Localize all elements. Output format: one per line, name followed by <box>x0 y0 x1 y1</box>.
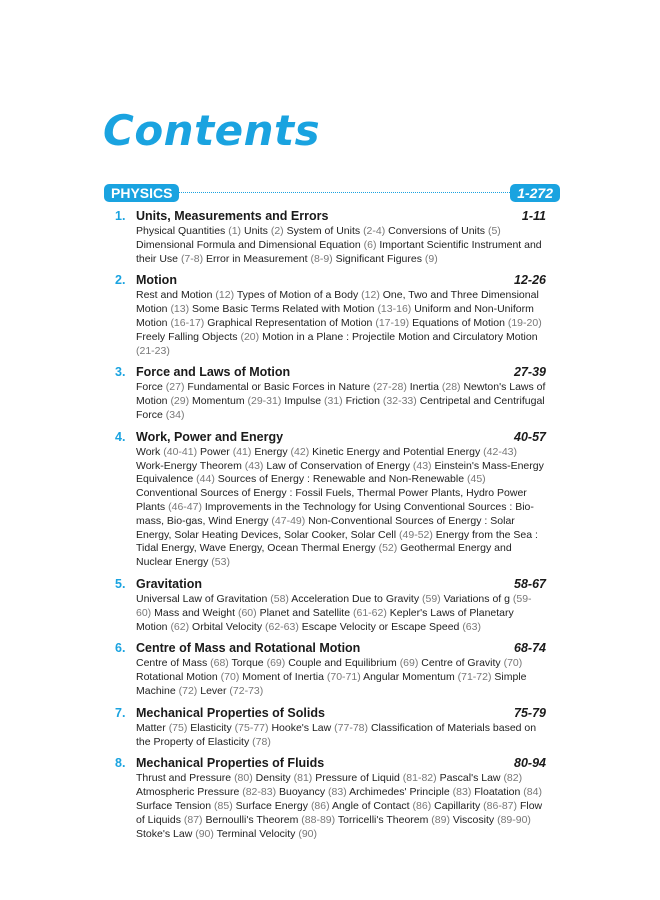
chapter-title: Centre of Mass and Rotational Motion <box>136 641 361 656</box>
topic-page-ref: (69) <box>399 657 419 670</box>
topic-page-ref: (88-89) <box>301 813 336 826</box>
topic-label: Momentum <box>192 395 245 408</box>
topic-label: Rotational Motion <box>136 671 218 684</box>
topic-item <box>349 786 474 798</box>
topic-page-ref: (75-77) <box>234 721 269 734</box>
topic-item <box>291 593 443 605</box>
topic-list <box>136 289 546 358</box>
topic-item <box>192 303 414 315</box>
topic-page-ref: (75) <box>168 721 188 734</box>
topic-page-ref: (86) <box>310 799 330 812</box>
topic-item <box>154 607 259 619</box>
chapter-entry[interactable] <box>115 208 546 266</box>
topic-item <box>474 786 542 798</box>
topic-page-ref: (12) <box>361 289 380 302</box>
topic-page-ref: (40-41) <box>163 445 198 458</box>
topic-page-ref: (13) <box>170 303 190 316</box>
topic-page-ref: (78) <box>252 735 271 748</box>
topic-label: Equations of Motion <box>412 316 505 329</box>
chapter-list <box>115 208 546 847</box>
topic-label: Archimedes' Principle <box>349 786 450 799</box>
topic-page-ref: (62) <box>170 620 190 633</box>
topic-label: Mass and Weight <box>154 606 236 619</box>
topic-label: Einstein's Mass-Energy Equivalence <box>136 459 544 486</box>
chapter-heading <box>115 272 546 289</box>
topic-item <box>136 593 291 605</box>
topic-label: Orbital Velocity <box>192 620 263 633</box>
chapter-entry[interactable] <box>115 755 546 841</box>
topic-label: Bernoulli's Theorem <box>205 813 299 826</box>
topic-item <box>187 381 409 393</box>
chapter-number: 1. <box>115 209 126 223</box>
topic-page-ref: (70-71) <box>326 671 361 684</box>
topic-page-ref: (53) <box>211 556 230 569</box>
topic-page-ref: (29) <box>170 395 190 408</box>
topic-item <box>200 446 254 458</box>
topic-label: Non-Conventional Sources of Energy : Solar Energy, Solar Heating Devices, Solar Cooker, Solar Cell <box>136 514 515 541</box>
topic-list <box>136 593 546 634</box>
topic-page-ref: (80) <box>234 772 253 785</box>
topic-label: Graphical Representation of Motion <box>207 316 373 329</box>
topic-list <box>136 381 546 422</box>
topic-label: Kepler's Laws of Planetary Motion <box>136 606 514 633</box>
topic-page-ref: (81) <box>293 772 313 785</box>
topic-item <box>232 657 289 669</box>
topic-page-ref: (2-4) <box>363 225 386 237</box>
topic-page-ref: (17-19) <box>375 316 410 329</box>
chapter-entry[interactable] <box>115 705 546 750</box>
topic-label: Inertia <box>409 381 439 394</box>
topic-item <box>136 381 187 393</box>
section-header <box>104 184 560 202</box>
topic-label: Power <box>200 445 230 458</box>
chapter-entry[interactable] <box>115 272 546 358</box>
topic-label: Geothermal Energy and Nuclear Energy <box>136 542 512 569</box>
topic-label: Pressure of Liquid <box>315 772 400 785</box>
topic-label: Stoke's Law <box>136 827 193 840</box>
topic-label: Pascal's Law <box>439 772 501 785</box>
topic-page-ref: (42-43) <box>483 445 518 458</box>
topic-label: Lever <box>200 684 227 697</box>
topic-item <box>336 253 438 265</box>
topic-item <box>302 621 481 633</box>
chapter-number: 8. <box>115 756 126 771</box>
chapter-page-range: 27-39 <box>514 365 546 380</box>
topic-item <box>136 772 256 784</box>
topic-item <box>190 722 271 734</box>
topic-label: Newton's Laws of Motion <box>136 381 546 408</box>
topic-label: Units <box>243 225 268 237</box>
topic-label: Motion in a Plane : Projectile Motion and Circulatory Motion <box>262 330 538 343</box>
topic-item <box>453 814 531 826</box>
chapter-title: Units, Measurements and Errors <box>136 209 329 223</box>
topic-label: Work-Energy Theorem <box>136 459 242 472</box>
topic-page-ref: (43) <box>412 459 432 472</box>
chapter-heading <box>115 640 546 657</box>
topic-label: Surface Tension <box>136 799 212 812</box>
topic-item <box>287 225 389 237</box>
topic-label: Force <box>136 381 163 394</box>
topic-label: Torricelli's Theorem <box>337 813 429 826</box>
topic-page-ref: (47-49) <box>271 514 306 527</box>
topic-item <box>338 814 453 826</box>
topic-page-ref: (60) <box>237 606 257 619</box>
chapter-page-range: 40-57 <box>514 429 546 444</box>
topic-page-ref: (71-72) <box>457 671 492 684</box>
topic-label: Energy from the Sea : Tidal Energy, Wave Energy, Ocean Thermal Energy <box>136 528 538 555</box>
topic-label: Sources of Energy : Renewable and Non-Renewable <box>217 473 465 486</box>
topic-page-ref: (27) <box>165 381 185 394</box>
topic-label: Improvements in the Technology for Using Conventional Sources : Bio-mass, Bio-gas, Wind Energy <box>136 500 534 527</box>
topic-page-ref: (59-60) <box>136 592 532 619</box>
topic-page-ref: (45) <box>467 473 486 486</box>
chapter-title: Work, Power and Energy <box>136 429 284 444</box>
topic-item <box>136 800 236 812</box>
topic-label: Law of Conservation of Energy <box>266 459 410 472</box>
topic-label: Planet and Satellite <box>259 606 351 619</box>
chapter-heading <box>115 705 546 722</box>
topic-label: Elasticity <box>190 721 232 734</box>
topic-item <box>136 289 237 301</box>
chapter-entry[interactable] <box>115 429 546 570</box>
topic-page-ref: (62-63) <box>265 620 299 633</box>
topic-item <box>388 225 501 237</box>
topic-page-ref: (58) <box>270 592 289 605</box>
topic-label: Capillarity <box>434 799 481 812</box>
chapter-page-range: 68-74 <box>514 641 546 656</box>
topic-page-ref: (16-17) <box>170 316 205 329</box>
topic-label: Viscosity <box>452 813 495 826</box>
topic-item <box>192 621 302 633</box>
topic-label: Significant Figures <box>335 252 422 265</box>
topic-label: Matter <box>136 721 166 734</box>
topic-page-ref: (7-8) <box>180 252 204 265</box>
topic-page-ref: (72) <box>178 684 198 697</box>
topic-item <box>136 460 266 472</box>
chapter-entry[interactable] <box>115 364 546 422</box>
chapter-number: 3. <box>115 365 126 380</box>
topic-label: Atmospheric Pressure <box>136 786 240 799</box>
topic-page-ref: (81-82) <box>402 772 437 785</box>
topic-page-ref: (43) <box>244 459 264 472</box>
topic-page-ref: (2) <box>270 225 284 237</box>
topic-item <box>410 381 464 393</box>
topic-item <box>312 446 517 458</box>
topic-item <box>363 671 494 683</box>
topic-page-ref: (82-83) <box>242 786 277 799</box>
chapter-number: 4. <box>115 429 126 444</box>
chapter-title: Gravitation <box>136 576 202 591</box>
topic-item <box>440 772 523 784</box>
topic-label: Energy <box>254 445 288 458</box>
chapter-title: Force and Laws of Motion <box>136 365 291 380</box>
chapter-entry[interactable] <box>115 640 546 698</box>
topic-item <box>136 657 232 669</box>
chapter-number: 5. <box>115 576 126 591</box>
topic-item <box>279 786 349 798</box>
topic-list <box>136 657 546 698</box>
topic-list <box>136 722 546 750</box>
topic-label: Terminal Velocity <box>216 827 296 840</box>
section-pages-badge: 1-272 <box>510 184 560 202</box>
chapter-title: Motion <box>136 273 177 288</box>
topic-page-ref: (83) <box>452 786 472 799</box>
chapter-title: Mechanical Properties of Solids <box>136 705 325 720</box>
section-name-badge: PHYSICS <box>104 184 179 202</box>
topic-page-ref: (90) <box>195 827 214 840</box>
topic-page-ref: (77-78) <box>334 721 369 734</box>
topic-item <box>284 395 345 407</box>
topic-label: Couple and Equilibrium <box>288 657 397 670</box>
topic-page-ref: (6) <box>363 238 377 251</box>
topic-page-ref: (41) <box>232 445 252 458</box>
chapter-heading <box>115 755 546 772</box>
topic-label: Uniform and Non-Uniform Motion <box>136 303 534 329</box>
chapter-title: Mechanical Properties of Fluids <box>136 756 325 771</box>
topic-label: Acceleration Due to Gravity <box>291 592 420 605</box>
topic-label: Hooke's Law <box>271 721 332 734</box>
topic-label: Surface Energy <box>235 799 309 812</box>
topic-label: Work <box>136 445 161 458</box>
topic-item <box>256 772 316 784</box>
topic-page-ref: (29-31) <box>247 395 282 408</box>
topic-page-ref: (68) <box>210 657 229 670</box>
topic-item <box>242 671 363 683</box>
topic-page-ref: (20) <box>240 330 260 343</box>
topic-label: Fundamental or Basic Forces in Nature <box>187 381 371 394</box>
topic-item <box>136 722 190 734</box>
chapter-heading <box>115 429 546 446</box>
topic-item <box>136 671 242 683</box>
topic-label: Friction <box>345 395 380 408</box>
topic-item <box>217 828 317 840</box>
topic-label: Dimensional Formula and Dimensional Equation <box>136 238 361 251</box>
chapter-page-range: 75-79 <box>514 705 546 720</box>
topic-label: Types of Motion of a Body <box>236 289 359 302</box>
chapter-page-range: 1-11 <box>521 209 546 223</box>
page-title: Contents <box>103 106 321 155</box>
topic-page-ref: (31) <box>323 395 343 408</box>
topic-label: Escape Velocity or Escape Speed <box>301 620 460 633</box>
topic-page-ref: (42) <box>290 445 310 458</box>
chapter-number: 6. <box>115 641 126 656</box>
chapter-page-range: 80-94 <box>514 756 546 771</box>
topic-label: Rest and Motion <box>136 289 213 302</box>
chapter-page-range: 58-67 <box>514 576 546 591</box>
topic-item <box>205 814 337 826</box>
topic-page-ref: (44) <box>196 473 215 486</box>
topic-item <box>315 772 439 784</box>
topic-page-ref: (13-16) <box>377 303 412 316</box>
topic-item <box>244 225 287 237</box>
topic-page-ref: (49-52) <box>399 528 433 541</box>
topic-page-ref: (19-20) <box>507 316 542 329</box>
topic-page-ref: (89-90) <box>497 813 531 826</box>
topic-label: Centre of Gravity <box>421 657 501 670</box>
topic-page-ref: (72-73) <box>229 684 264 697</box>
topic-label: Simple Machine <box>136 671 527 697</box>
topic-label: Physical Quantities <box>136 225 226 237</box>
topic-label: Centripetal and Centrifugal Force <box>136 395 545 421</box>
chapter-heading <box>115 208 546 225</box>
topic-label: System of Units <box>286 225 361 237</box>
topic-label: Angular Momentum <box>363 671 455 684</box>
topic-list <box>136 225 546 266</box>
topic-page-ref: (84) <box>523 786 542 799</box>
topic-item <box>136 239 379 251</box>
chapter-heading <box>115 364 546 381</box>
topic-page-ref: (5) <box>487 225 501 237</box>
topic-label: Moment of Inertia <box>242 671 324 684</box>
topic-item <box>207 317 412 329</box>
topic-item <box>136 828 217 840</box>
topic-label: Centre of Mass <box>136 657 208 670</box>
topic-page-ref: (34) <box>165 408 185 421</box>
topic-item <box>200 685 263 697</box>
topic-label: Error in Measurement <box>206 252 308 265</box>
topic-item <box>271 722 371 734</box>
topic-item <box>254 446 312 458</box>
chapter-heading <box>115 576 546 593</box>
topic-page-ref: (63) <box>462 620 481 633</box>
topic-label: Some Basic Terms Related with Motion <box>192 303 375 316</box>
topic-page-ref: (12) <box>215 289 235 302</box>
topic-label: Variations of g <box>443 592 510 605</box>
topic-page-ref: (82) <box>503 772 523 785</box>
topic-label: Classification of Materials based on the Property of Elasticity <box>136 721 537 748</box>
topic-page-ref: (89) <box>431 813 450 826</box>
topic-page-ref: (1) <box>228 225 242 237</box>
topic-label: One, Two and Three Dimensional Motion <box>136 289 539 316</box>
topic-label: Angle of Contact <box>331 799 410 812</box>
chapter-number: 2. <box>115 273 126 288</box>
topic-item <box>346 395 420 407</box>
chapter-number: 7. <box>115 705 126 720</box>
topic-item <box>237 289 383 301</box>
topic-page-ref: (32-33) <box>382 395 417 408</box>
topic-label: Impulse <box>284 395 322 408</box>
topic-page-ref: (61-62) <box>352 606 387 619</box>
topic-item <box>192 395 284 407</box>
topic-item <box>288 657 421 669</box>
topic-item <box>218 473 486 485</box>
topic-item <box>421 657 522 669</box>
topic-item <box>136 786 279 798</box>
topic-label: Floatation <box>474 786 521 799</box>
topic-page-ref: (85) <box>214 799 233 812</box>
topic-label: Buoyancy <box>279 786 326 799</box>
topic-item <box>260 607 390 619</box>
topic-label: Conversions of Units <box>388 225 486 237</box>
topic-list <box>136 446 546 570</box>
topic-label: Universal Law of Gravitation <box>136 592 268 605</box>
topic-page-ref: (21-23) <box>136 344 170 357</box>
topic-page-ref: (86-87) <box>483 799 518 812</box>
topic-page-ref: (90) <box>298 827 318 840</box>
topic-page-ref: (52) <box>378 542 398 555</box>
topic-page-ref: (70) <box>220 671 240 684</box>
topic-page-ref: (27-28) <box>372 381 407 394</box>
topic-page-ref: (9) <box>424 252 438 265</box>
topic-item <box>266 460 434 472</box>
topic-label: Freely Falling Objects <box>136 330 238 343</box>
topic-label: Density <box>255 772 291 785</box>
topic-label: Conventional Sources of Energy : Fossil Fuels, Thermal Power Plants, Hydro Power Plants <box>136 487 527 513</box>
topic-item <box>136 225 244 237</box>
topic-label: Flow of Liquids <box>136 799 543 826</box>
topic-item <box>236 800 332 812</box>
topic-item <box>136 446 200 458</box>
topic-label: Thrust and Pressure <box>136 772 232 785</box>
topic-page-ref: (69) <box>266 657 286 670</box>
topic-page-ref: (70) <box>503 657 523 670</box>
topic-item <box>206 253 336 265</box>
chapter-page-range: 12-26 <box>514 273 546 288</box>
topic-page-ref: (59) <box>422 592 441 605</box>
topic-page-ref: (28) <box>441 381 461 394</box>
chapter-entry[interactable] <box>115 576 546 634</box>
topic-page-ref: (87) <box>183 813 203 826</box>
topic-page-ref: (8-9) <box>310 252 333 265</box>
topic-label: Kinetic Energy and Potential Energy <box>312 445 481 458</box>
topic-item <box>434 800 520 812</box>
topic-page-ref: (86) <box>412 799 432 812</box>
topic-label: Important Scientific Instrument and their Use <box>136 238 542 265</box>
topic-item <box>136 331 262 343</box>
topic-page-ref: (46-47) <box>168 500 202 513</box>
topic-item <box>412 317 542 329</box>
topic-page-ref: (83) <box>328 786 347 799</box>
topic-list <box>136 772 546 841</box>
topic-item <box>332 800 434 812</box>
topic-label: Torque <box>231 657 264 670</box>
